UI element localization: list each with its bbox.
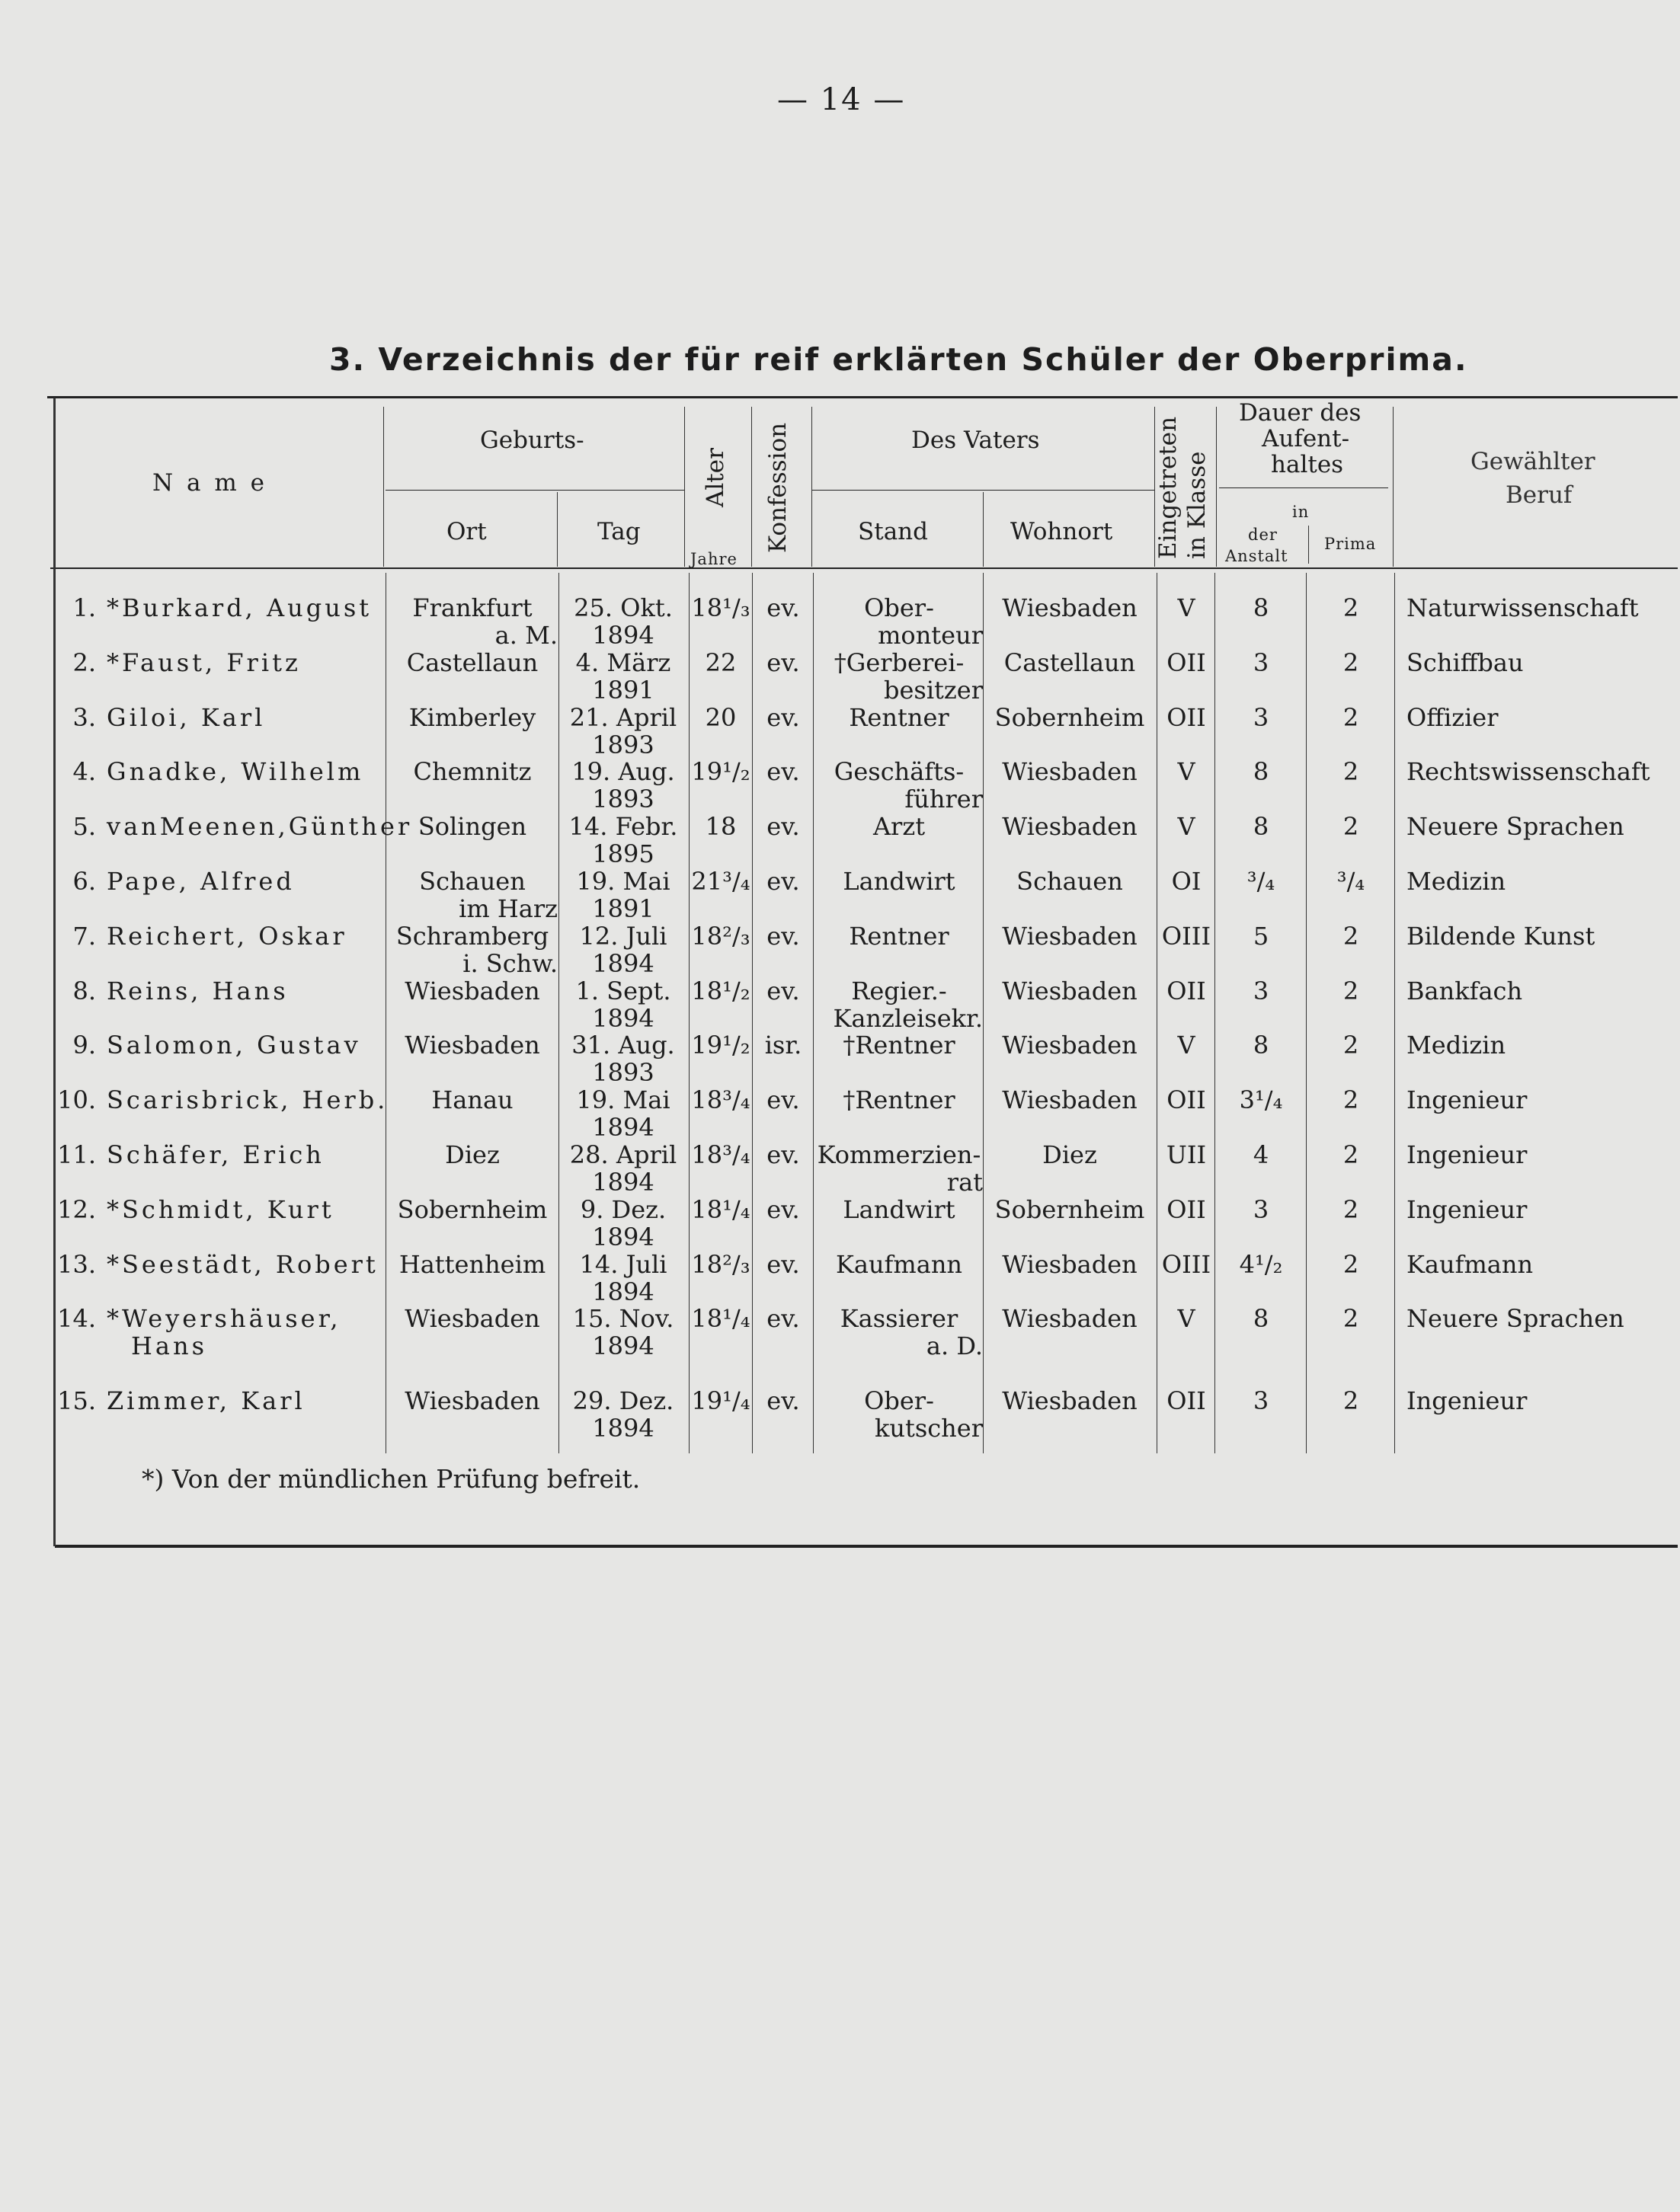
cell-klasse-text: OIII	[1161, 1249, 1211, 1279]
cell-prima-text: ³/₄	[1336, 867, 1365, 896]
cell-konf-text: ev.	[766, 976, 800, 1005]
header-prima: Prima	[1324, 535, 1377, 553]
cell-klasse-text: OII	[1166, 647, 1206, 677]
cell-konf-text: ev.	[766, 921, 800, 951]
table-bottom-rule	[55, 1545, 1678, 1548]
cell-nr-text: 8.	[72, 976, 96, 1005]
cell-klasse-text: OIII	[1161, 921, 1211, 951]
cell-wohnort-text: Wiesbaden	[1002, 976, 1138, 1005]
cell-stand-text: Ober-	[864, 1386, 934, 1416]
cell-nr-text: 6.	[72, 867, 96, 896]
cell-wohnort-text: Castellaun	[1003, 647, 1136, 677]
cell-prima-text: 2	[1342, 1249, 1359, 1279]
cell-ort-text: Castellaun	[406, 647, 539, 677]
table-row	[0, 922, 1680, 977]
table-row	[0, 1387, 1680, 1442]
header-des-vaters: Des Vaters	[911, 427, 1040, 454]
cell-tag-text: 9. Dez.	[580, 1194, 667, 1224]
cell-konf-text: ev.	[766, 1249, 800, 1279]
cell-stand-text: †Rentner	[843, 1031, 955, 1060]
cell-jahr-text: 1891	[592, 675, 654, 705]
cell-stand-text: Kommerzien-	[817, 1140, 981, 1169]
cell-stand-text: Regier.-	[851, 976, 947, 1005]
cell-wohnort-text: Wiesbaden	[1002, 812, 1138, 842]
cell-beruf-text: Schiffbau	[1406, 647, 1524, 677]
cell-ort2-text: im Harz	[459, 894, 558, 923]
cell-tag-text: 1. Sept.	[575, 976, 671, 1005]
header-beruf-1: Gewählter	[1470, 448, 1595, 475]
cell-nr-text: 13.	[57, 1249, 96, 1279]
header-anstalt: Anstalt	[1225, 547, 1288, 565]
header-ort: Ort	[446, 518, 487, 545]
cell-tag-text: 4. März	[575, 647, 671, 677]
cell-beruf-text: Bankfach	[1406, 976, 1523, 1005]
header-tag: Tag	[597, 518, 641, 545]
cell-name-text: Giloi, Karl	[107, 702, 266, 732]
cell-jahr-text: 1894	[592, 1168, 654, 1197]
table-row	[0, 1251, 1680, 1306]
footnote: *) Von der mündlichen Prüfung befreit.	[142, 1464, 641, 1494]
cell-konf-text: ev.	[766, 647, 800, 677]
table-row	[0, 594, 1680, 649]
cell-alter-text: 21³/₄	[691, 867, 750, 896]
cell-name-text: Zimmer, Karl	[107, 1386, 306, 1416]
cell-beruf-text: Kaufmann	[1406, 1249, 1534, 1279]
cell-wohnort-text: Wiesbaden	[1002, 1304, 1138, 1334]
cell-jahr-text: 1893	[592, 1058, 654, 1088]
header-eingetreten: Eingetreten	[1154, 416, 1182, 559]
cell-ort-text: Hanau	[431, 1085, 514, 1115]
cell-wohnort-text: Wiesbaden	[1002, 1031, 1138, 1060]
cell-konf-text: ev.	[766, 1194, 800, 1224]
cell-stand2-text: rat	[946, 1168, 983, 1197]
cell-nr-text: 11.	[57, 1140, 96, 1169]
cell-beruf-text: Ingenieur	[1406, 1140, 1528, 1169]
cell-alter-text: 18	[705, 812, 737, 842]
cell-name-text: *Burkard, August	[107, 593, 373, 622]
cell-jahr-text: 1894	[592, 1414, 654, 1443]
cell-alter-text: 19¹/₂	[691, 757, 750, 787]
cell-prima-text: 2	[1342, 1386, 1359, 1416]
cell-konf-text: ev.	[766, 593, 800, 622]
cell-stand-text: †Rentner	[843, 1085, 955, 1115]
cell-anstalt-text: 3	[1253, 647, 1269, 677]
cell-stand-text: Geschäfts-	[834, 757, 965, 787]
cell-anstalt-text: 3¹/₄	[1239, 1085, 1283, 1115]
cell-beruf-text: Neuere Sprachen	[1406, 812, 1624, 842]
cell-jahr-text: 1894	[592, 948, 654, 978]
cell-jahr-text: 1894	[592, 621, 654, 650]
cell-klasse-text: V	[1177, 812, 1195, 842]
cell-beruf-text: Ingenieur	[1406, 1194, 1528, 1224]
header-dauer-2: Aufent-	[1262, 425, 1350, 452]
cell-prima-text: 2	[1342, 812, 1359, 842]
cell-tag-text: 14. Febr.	[568, 812, 678, 842]
cell-tag-text: 19. Mai	[576, 867, 670, 896]
header-bottom-rule	[50, 567, 1678, 569]
cell-konf-text: ev.	[766, 1140, 800, 1169]
header-wohnort: Wohnort	[1010, 518, 1113, 545]
cell-nr-text: 2.	[72, 647, 96, 677]
cell-nr-text: 12.	[57, 1194, 96, 1224]
header-dauer-3: haltes	[1271, 451, 1344, 478]
cell-stand-text: Landwirt	[843, 867, 955, 896]
cell-beruf-text: Ingenieur	[1406, 1386, 1528, 1416]
cell-nr-text: 5.	[72, 812, 96, 842]
page-number: — 14 —	[777, 82, 906, 117]
cell-stand2-text: Kanzleisekr.	[833, 1003, 983, 1033]
cell-konf-text: isr.	[764, 1031, 802, 1060]
cell-alter-text: 18¹/₄	[691, 1194, 750, 1224]
cell-name-text: Gnadke, Wilhelm	[107, 757, 364, 787]
cell-beruf-text: Bildende Kunst	[1406, 921, 1595, 951]
cell-prima-text: 2	[1342, 1304, 1359, 1334]
cell-anstalt-text: 8	[1253, 1031, 1269, 1060]
cell-stand2-text: monteur	[878, 621, 983, 650]
cell-klasse-text: V	[1177, 1031, 1195, 1060]
cell-ort-text: Wiesbaden	[405, 1386, 540, 1416]
cell-wohnort-text: Sobernheim	[994, 1194, 1145, 1224]
cell-name-text: *Schmidt, Kurt	[107, 1194, 334, 1224]
cell-name-text: Salomon, Gustav	[107, 1031, 361, 1060]
cell-konf-text: ev.	[766, 867, 800, 896]
cell-alter-text: 18¹/₃	[691, 593, 750, 622]
cell-stand2-text: führer	[904, 785, 983, 814]
cell-tag-text: 25. Okt.	[574, 593, 673, 622]
cell-alter-text: 18¹/₂	[691, 976, 750, 1005]
cell-stand-text: Rentner	[849, 702, 949, 732]
cell-wohnort-text: Wiesbaden	[1002, 921, 1138, 951]
cell-anstalt-text: 8	[1253, 812, 1269, 842]
cell-name-text: *Faust, Fritz	[107, 647, 301, 677]
cell-wohnort-text: Sobernheim	[994, 702, 1145, 732]
cell-prima-text: 2	[1342, 1194, 1359, 1224]
cell-jahr-text: 1894	[592, 1331, 654, 1361]
cell-ort-text: Schauen	[419, 867, 526, 896]
cell-prima-text: 2	[1342, 647, 1359, 677]
cell-jahr-text: 1894	[592, 1113, 654, 1143]
cell-anstalt-text: 8	[1253, 757, 1269, 787]
table-row	[0, 758, 1680, 813]
cell-nr-text: 7.	[72, 921, 96, 951]
cell-jahr-text: 1893	[592, 730, 654, 759]
cell-anstalt-text: ³/₄	[1246, 867, 1275, 896]
cell-name-text: *Seestädt, Robert	[107, 1249, 379, 1279]
header-stand: Stand	[858, 518, 928, 545]
cell-alter-text: 18³/₄	[691, 1085, 750, 1115]
cell-jahr-text: 1891	[592, 894, 654, 923]
cell-klasse-text: OI	[1171, 867, 1202, 896]
cell-beruf-text: Medizin	[1406, 867, 1506, 896]
cell-alter-text: 18²/₃	[691, 921, 750, 951]
cell-beruf-text: Neuere Sprachen	[1406, 1304, 1624, 1334]
cell-nr-text: 4.	[72, 757, 96, 787]
cell-alter-text: 19¹/₂	[691, 1031, 750, 1060]
cell-name-text: Scarisbrick, Herb.	[107, 1085, 389, 1115]
cell-ort-text: Diez	[445, 1140, 500, 1169]
cell-wohnort-text: Wiesbaden	[1002, 1386, 1138, 1416]
table-row	[0, 813, 1680, 868]
cell-nr-text: 1.	[72, 593, 96, 622]
cell-stand-text: Ober-	[864, 593, 934, 622]
cell-ort2-text: a. M.	[494, 621, 558, 650]
table-row	[0, 977, 1680, 1032]
cell-wohnort-text: Diez	[1042, 1140, 1097, 1169]
cell-beruf-text: Naturwissenschaft	[1406, 593, 1639, 622]
cell-anstalt-text: 5	[1253, 921, 1269, 951]
cell-prima-text: 2	[1342, 702, 1359, 732]
cell-wohnort-text: Wiesbaden	[1002, 1249, 1138, 1279]
cell-ort-text: Wiesbaden	[405, 1304, 540, 1334]
cell-beruf-text: Rechtswissenschaft	[1406, 757, 1650, 787]
table-row	[0, 868, 1680, 922]
cell-stand2-text: kutscher	[874, 1414, 983, 1443]
cell-klasse-text: OII	[1166, 1194, 1206, 1224]
cell-nr-text: 14.	[57, 1304, 96, 1334]
cell-ort-text: Frankfurt	[412, 593, 533, 622]
cell-ort2-text: i. Schw.	[462, 948, 558, 978]
cell-name-text: Schäfer, Erich	[107, 1140, 325, 1169]
cell-beruf-text: Ingenieur	[1406, 1085, 1528, 1115]
cell-alter-text: 18¹/₄	[691, 1304, 750, 1334]
cell-konf-text: ev.	[766, 1304, 800, 1334]
cell-klasse-text: V	[1177, 757, 1195, 787]
cell-anstalt-text: 3	[1253, 976, 1269, 1005]
cell-stand-text: †Gerberei-	[834, 647, 965, 677]
header-in: in	[1292, 503, 1310, 521]
cell-ort-text: Sobernheim	[397, 1194, 548, 1224]
cell-anstalt-text: 4¹/₂	[1239, 1249, 1283, 1279]
cell-ort-text: Kimberley	[408, 702, 536, 732]
cell-konf-text: ev.	[766, 702, 800, 732]
cell-ort-text: Chemnitz	[413, 757, 532, 787]
cell-klasse-text: UII	[1166, 1140, 1207, 1169]
table-top-rule	[47, 396, 1678, 398]
table-row	[0, 1141, 1680, 1196]
cell-konf-text: ev.	[766, 1386, 800, 1416]
cell-prima-text: 2	[1342, 1031, 1359, 1060]
cell-konf-text: ev.	[766, 812, 800, 842]
cell-stand-text: Rentner	[849, 921, 949, 951]
cell-wohnort-text: Wiesbaden	[1002, 757, 1138, 787]
cell-ort-text: Solingen	[418, 812, 527, 842]
table-row	[0, 649, 1680, 704]
cell-konf-text: ev.	[766, 1085, 800, 1115]
cell-anstalt-text: 3	[1253, 1386, 1269, 1416]
cell-stand-text: Arzt	[872, 812, 926, 842]
cell-tag-text: 12. Juli	[579, 921, 667, 951]
header-name: N a m e	[152, 469, 267, 497]
cell-klasse-text: OII	[1166, 1386, 1206, 1416]
cell-jahr-text: 1894	[592, 1222, 654, 1251]
cell-prima-text: 2	[1342, 921, 1359, 951]
cell-anstalt-text: 4	[1253, 1140, 1269, 1169]
cell-anstalt-text: 8	[1253, 1304, 1269, 1334]
cell-nr-text: 10.	[57, 1085, 96, 1115]
cell-klasse-text: OII	[1166, 1085, 1206, 1115]
cell-name-text: Reichert, Oskar	[107, 921, 347, 951]
cell-anstalt-text: 3	[1253, 1194, 1269, 1224]
cell-ort-text: Wiesbaden	[405, 1031, 540, 1060]
cell-name-text: Reins, Hans	[107, 976, 289, 1005]
table-row	[0, 704, 1680, 759]
cell-tag-text: 19. Aug.	[571, 757, 675, 787]
cell-name-text: *Weyershäuser,	[107, 1304, 341, 1334]
cell-stand2-text: a. D.	[926, 1331, 983, 1361]
cell-tag-text: 15. Nov.	[572, 1304, 674, 1334]
cell-tag-text: 14. Juli	[579, 1249, 667, 1279]
cell-tag-text: 21. April	[569, 702, 677, 732]
table-row	[0, 1086, 1680, 1141]
cell-jahr-text: 1895	[592, 839, 654, 869]
cell-alter-text: 18³/₄	[691, 1140, 750, 1169]
header-der: der	[1248, 526, 1278, 544]
cell-ort-text: Wiesbaden	[405, 976, 540, 1005]
cell-anstalt-text: 8	[1253, 593, 1269, 622]
cell-stand-text: Kaufmann	[835, 1249, 963, 1279]
header-alter: Alter	[702, 448, 729, 507]
cell-nr-text: 15.	[57, 1386, 96, 1416]
cell-anstalt-text: 3	[1253, 702, 1269, 732]
cell-tag-text: 19. Mai	[576, 1085, 670, 1115]
cell-wohnort-text: Wiesbaden	[1002, 593, 1138, 622]
cell-stand-text: Landwirt	[843, 1194, 955, 1224]
header-in-klasse: in Klasse	[1183, 451, 1211, 559]
cell-beruf-text: Medizin	[1406, 1031, 1506, 1060]
cell-name-text: Pape, Alfred	[107, 867, 295, 896]
cell-prima-text: 2	[1342, 976, 1359, 1005]
cell-klasse-text: OII	[1166, 976, 1206, 1005]
header-konfession: Konfession	[764, 422, 792, 553]
cell-klasse-text: V	[1177, 593, 1195, 622]
table-row	[0, 1196, 1680, 1251]
cell-nr-text: 9.	[72, 1031, 96, 1060]
table-row	[0, 1305, 1680, 1360]
cell-nr-text: 3.	[72, 702, 96, 732]
cell-alter-text: 20	[705, 702, 737, 732]
cell-prima-text: 2	[1342, 1085, 1359, 1115]
header-jahre: Jahre	[690, 550, 738, 568]
cell-jahr-text: 1894	[592, 1003, 654, 1033]
cell-ort-text: Hattenheim	[398, 1249, 546, 1279]
cell-wohnort-text: Wiesbaden	[1002, 1085, 1138, 1115]
header-dauer-1: Dauer des	[1239, 399, 1362, 427]
cell-alter-text: 18²/₃	[691, 1249, 750, 1279]
cell-wohnort-text: Schauen	[1016, 867, 1123, 896]
cell-konf-text: ev.	[766, 757, 800, 787]
cell-stand-text: Kassierer	[840, 1304, 958, 1334]
header-beruf-2: Beruf	[1506, 481, 1573, 509]
cell-prima-text: 2	[1342, 757, 1359, 787]
cell-alter-text: 22	[705, 647, 737, 677]
cell-klasse-text: OII	[1166, 702, 1206, 732]
cell-name-text: vanMeenen,Günther	[107, 812, 413, 842]
page-title: 3. Verzeichnis der für reif erklärten Schüler der Oberprima.	[329, 341, 1468, 378]
cell-ort-text: Schramberg	[395, 921, 549, 951]
cell-prima-text: 2	[1342, 1140, 1359, 1169]
cell-jahr-text: 1893	[592, 785, 654, 814]
header-geburts: Geburts-	[480, 427, 584, 454]
cell-alter-text: 19¹/₄	[691, 1386, 750, 1416]
cell-tag-text: 28. April	[569, 1140, 677, 1169]
cell-jahr-text: 1894	[592, 1277, 654, 1306]
cell-tag-text: 31. Aug.	[571, 1031, 675, 1060]
cell-prima-text: 2	[1342, 593, 1359, 622]
cell-name2-text: Hans	[131, 1331, 208, 1361]
cell-klasse-text: V	[1177, 1304, 1195, 1334]
cell-beruf-text: Offizier	[1406, 702, 1499, 732]
cell-stand2-text: besitzer	[883, 675, 983, 705]
cell-tag-text: 29. Dez.	[572, 1386, 674, 1416]
table-row	[0, 1031, 1680, 1086]
